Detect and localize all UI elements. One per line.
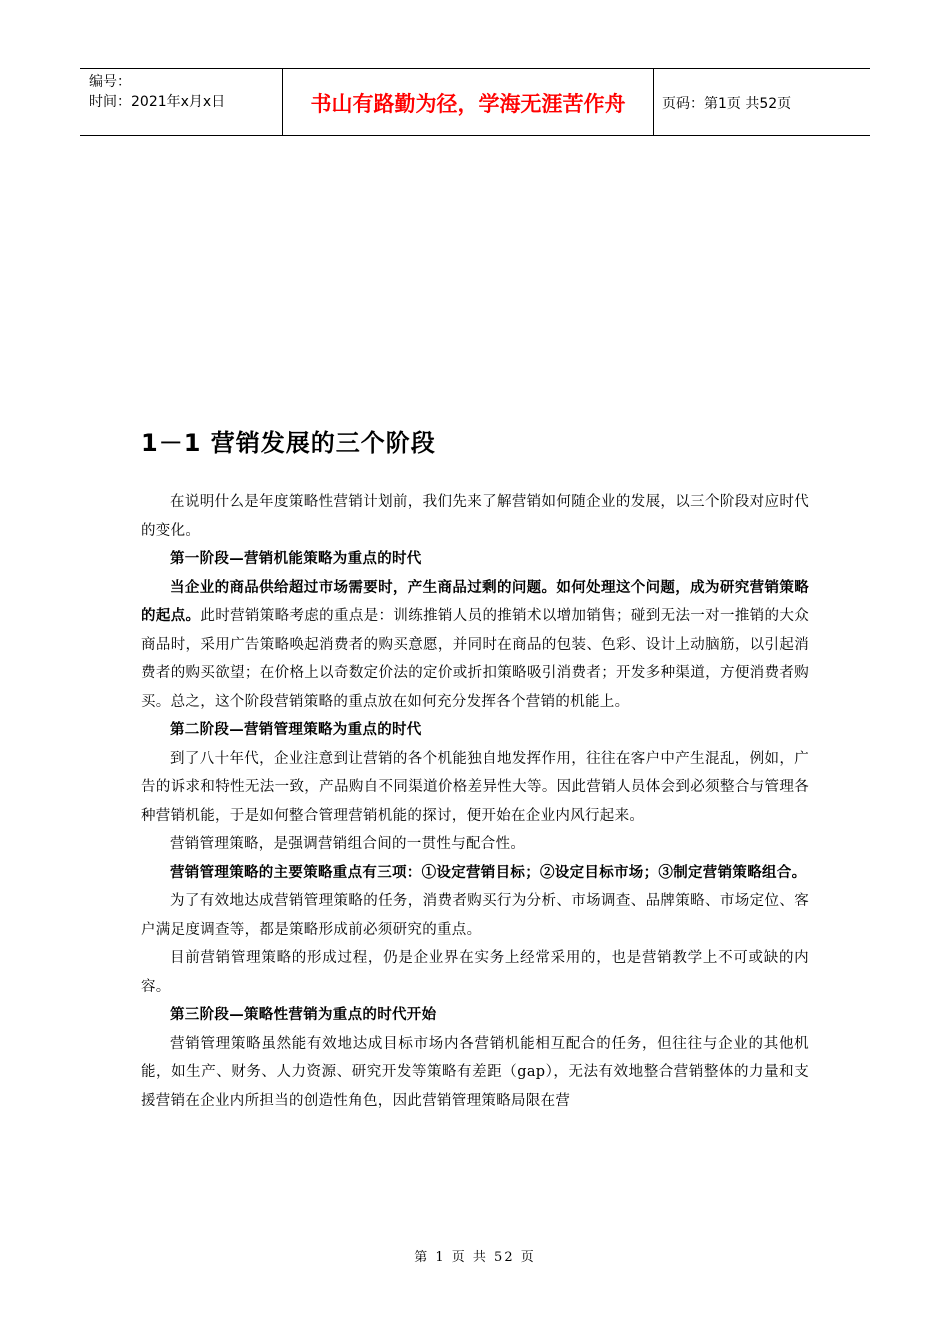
paragraph-current-practice: 目前营销管理策略的形成过程，仍是企业界在实务上经常采用的，也是营销教学上不可或缺的内容。 <box>141 950 809 995</box>
paragraph-stage-one <box>141 574 809 717</box>
stage-one-emphasis: 当企业的商品供给超过市场需要时，产生商品过剩的问题。如何处理这个问题，成为研究营销策略的起点。 <box>141 578 809 624</box>
page-header <box>80 68 870 136</box>
paragraph-stage-three: 营销管理策略虽然能有效地达成目标市场内各营销机能相互配合的任务，但往往与企业的其他机能，如生产、财务、人力资源、研究开发等策略有差距（gap），无法有效地整合营销整体的力量和支援营销在企业内所担当的创造性角色，因此营销管理策略局限在营 <box>141 1035 809 1109</box>
header-motto: 书山有路勤为径，学海无涯苦作舟 <box>283 69 654 135</box>
stage-one-text: 此时营销策略考虑的重点是：训练推销人员的推销术以增加销售；碰到无法一对一推销的大众商品时，采用广告策略唤起消费者的购买意愿，并同时在商品的包装、色彩、设计上动脑筋，以引起消费者的购买欲望；在价格上以奇数定价法的定价或折扣策略吸引消费者；开发多种渠道，方便消费者购买。总之，这个阶段营销策略的重点放在如何充分发挥各个营销的机能上。 <box>141 608 810 710</box>
header-page-code: 页码：第1页 共52页 <box>662 96 792 112</box>
stage-three-heading: 第三阶段—策略性营销为重点的时代开始 <box>170 1006 437 1023</box>
document-date-label: 时间：2021年x月x日 <box>89 94 226 110</box>
page-footer: 第 1 页 共 52 页 <box>414 1250 536 1265</box>
document-number-label: 编号： <box>89 74 131 90</box>
paragraph-management-definition: 营销管理策略，是强调营销组合间的一贯性与配合性。 <box>170 836 526 852</box>
paragraph-research-focus: 为了有效地达成营销管理策略的任务，消费者购买行为分析、市场调查、品牌策略、市场定位、客户满足度调查等，都是策略形成前必须研究的重点。 <box>141 893 809 938</box>
paragraph-key-points: 营销管理策略的主要策略重点有三项：①设定营销目标；②设定目标市场；③制定营销策略组合。 <box>170 863 807 881</box>
paragraph-intro: 在说明什么是年度策略性营销计划前，我们先来了解营销如何随企业的发展，以三个阶段对应时代的变化。 <box>141 494 809 539</box>
document-body <box>141 488 809 1115</box>
section-title: 1－1 营销发展的三个阶段 <box>141 429 436 457</box>
stage-two-heading: 第二阶段—营销管理策略为重点的时代 <box>170 721 422 738</box>
stage-one-heading: 第一阶段—营销机能策略为重点的时代 <box>170 550 422 567</box>
header-meta-cell <box>80 69 283 135</box>
paragraph-stage-two: 到了八十年代，企业注意到让营销的各个机能独自地发挥作用，往往在客户中产生混乱，例如，广告的诉求和特性无法一致，产品购自不同渠道价格差异性大等。因此营销人员体会到必须整合与管理各种营销机能，于是如何整合管理营销机能的探讨，便开始在企业内风行起来。 <box>141 750 809 824</box>
